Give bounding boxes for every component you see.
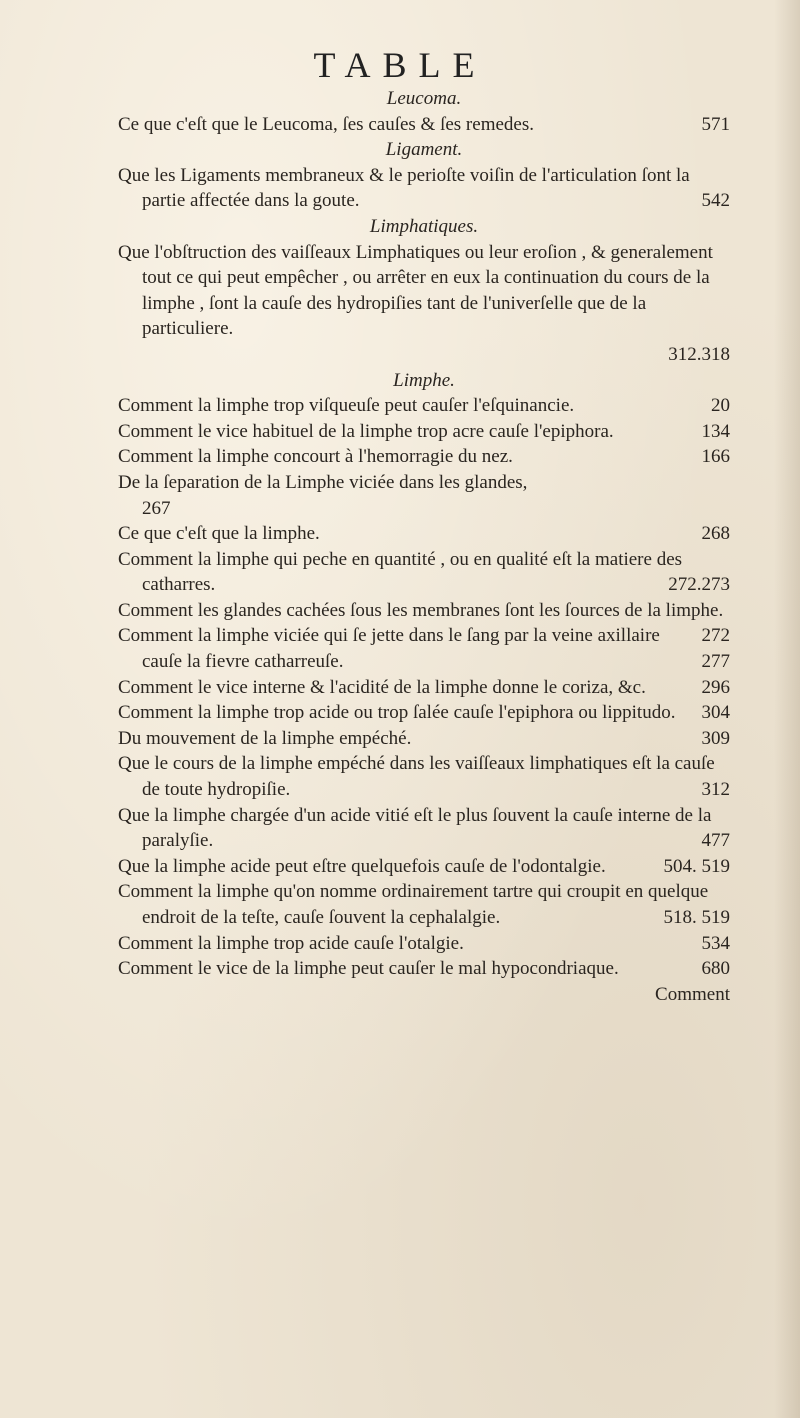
index-entry <box>118 803 730 854</box>
entry-text: Comment la limphe trop acide cauſe l'otalgie. <box>118 932 464 954</box>
entry-text: Comment la limphe concourt à l'hemorragie du nez. <box>118 446 513 468</box>
entry-page: 272 <box>701 625 730 647</box>
index-entry <box>118 931 730 957</box>
index-entry <box>118 623 730 674</box>
entry-text: Comment la limphe viciée qui ſe jette dans le ſang par la veine axillaire cauſe la fievre catharreuſe. <box>118 625 660 673</box>
index-entry <box>118 700 730 726</box>
index-entry <box>118 521 730 547</box>
entry-page: 477 <box>701 830 730 852</box>
entry-text: Que la limphe chargée d'un acide vitié eſt le plus ſouvent la cauſe interne de la paralyſie. <box>118 804 712 852</box>
entry-text: Que l'obſtruction des vaiſſeaux Limphatiques ou leur eroſion , & generalement tout ce qui peut empêcher , ou arrêter en eux la continuation du cours de la limphe , ſont la cauſe des hydropiſies tant de l'univerſelle que de la particuliere. <box>118 241 713 340</box>
entry-page: 571 <box>701 113 730 135</box>
entry-text: Comment le vice de la limphe peut cauſer le mal hypocondriaque. <box>118 958 619 980</box>
entry-page: 268 <box>701 523 730 545</box>
index-entry <box>118 547 730 598</box>
index-entry <box>118 854 730 880</box>
entry-page: 296 <box>701 676 730 698</box>
entry-page: 134 <box>701 420 730 442</box>
entry-page: 680 <box>701 958 730 980</box>
entry-text: Comment la limphe qui peche en quantité , ou en qualité eſt la matiere des catharres. <box>118 548 683 596</box>
index-entry <box>118 470 730 521</box>
index-entry <box>118 675 730 701</box>
entry-page: 534 <box>701 932 730 954</box>
index-content <box>118 86 730 1007</box>
entry-page: 267 <box>142 497 171 519</box>
index-entry <box>118 956 730 982</box>
entry-text: De la ſeparation de la Limphe viciée dans les glandes, <box>118 471 528 493</box>
entry-text: Ce que c'eſt que le Leucoma, ſes cauſes & ſes remedes. <box>118 113 534 135</box>
index-entry <box>118 240 730 368</box>
entry-text: Que le cours de la limphe empéché dans les vaiſſeaux limphatiques eſt la cauſe de toute hydropiſie. <box>118 753 715 801</box>
entry-page: 312.318 <box>668 343 730 365</box>
section-heading: Ligament. <box>385 139 463 161</box>
section-heading: Limphatiques. <box>369 215 479 237</box>
entry-page: 304 <box>701 702 730 724</box>
entry-text: Comment la limphe trop viſqueuſe peut cauſer l'eſquinancie. <box>118 395 575 417</box>
index-entry <box>118 751 730 802</box>
entry-text: Comment le vice interne & l'acidité de la limphe donne le coriza, &c. <box>118 676 646 698</box>
index-entry <box>118 879 730 930</box>
entry-page: 518. 519 <box>663 907 730 928</box>
entry-text: Comment la limphe qu'on nomme ordinairement tartre qui croupit en quelque endroit de la teſte, cauſe ſouvent la cephalalgie. <box>118 881 709 928</box>
entry-page: 277 <box>701 651 730 673</box>
entry-page: 20 <box>711 395 730 417</box>
entry-page: 312 <box>701 779 730 801</box>
index-entry <box>118 419 730 445</box>
running-head: TABLE <box>313 45 487 85</box>
index-entry <box>118 444 730 470</box>
index-entry <box>118 163 730 214</box>
catchword: Comment <box>655 983 730 1005</box>
entry-page: 272.273 <box>668 574 730 596</box>
section-heading: Leucoma. <box>386 88 462 109</box>
entry-text: Comment la limphe trop acide ou trop ſalée cauſe l'epiphora ou lippitudo. <box>118 702 676 724</box>
entry-text: Comment le vice habituel de la limphe trop acre cauſe l'epiphora. <box>118 420 614 442</box>
entry-page: 542 <box>701 190 730 212</box>
section-heading: Limphe. <box>393 369 455 391</box>
index-entry <box>118 598 730 647</box>
entry-page: 504. 519 <box>663 855 730 877</box>
entry-text: Que la limphe acide peut eſtre quelquefois cauſe de l'odontalgie. <box>118 855 606 877</box>
index-entry <box>118 393 730 419</box>
entry-page: 166 <box>701 446 730 468</box>
index-entry <box>118 726 730 752</box>
entry-text: Comment les glandes cachées ſous les membranes ſont les ſources de la limphe. <box>118 599 724 621</box>
entry-text: Que les Ligaments membraneux & le perioſte voiſin de l'articulation ſont la partie affectée dans la goute. <box>118 164 690 212</box>
index-entry <box>118 112 730 138</box>
entry-text: Ce que c'eſt que la limphe. <box>118 523 320 545</box>
entry-page: 309 <box>701 727 730 749</box>
entry-text: Du mouvement de la limphe empéché. <box>118 727 412 749</box>
